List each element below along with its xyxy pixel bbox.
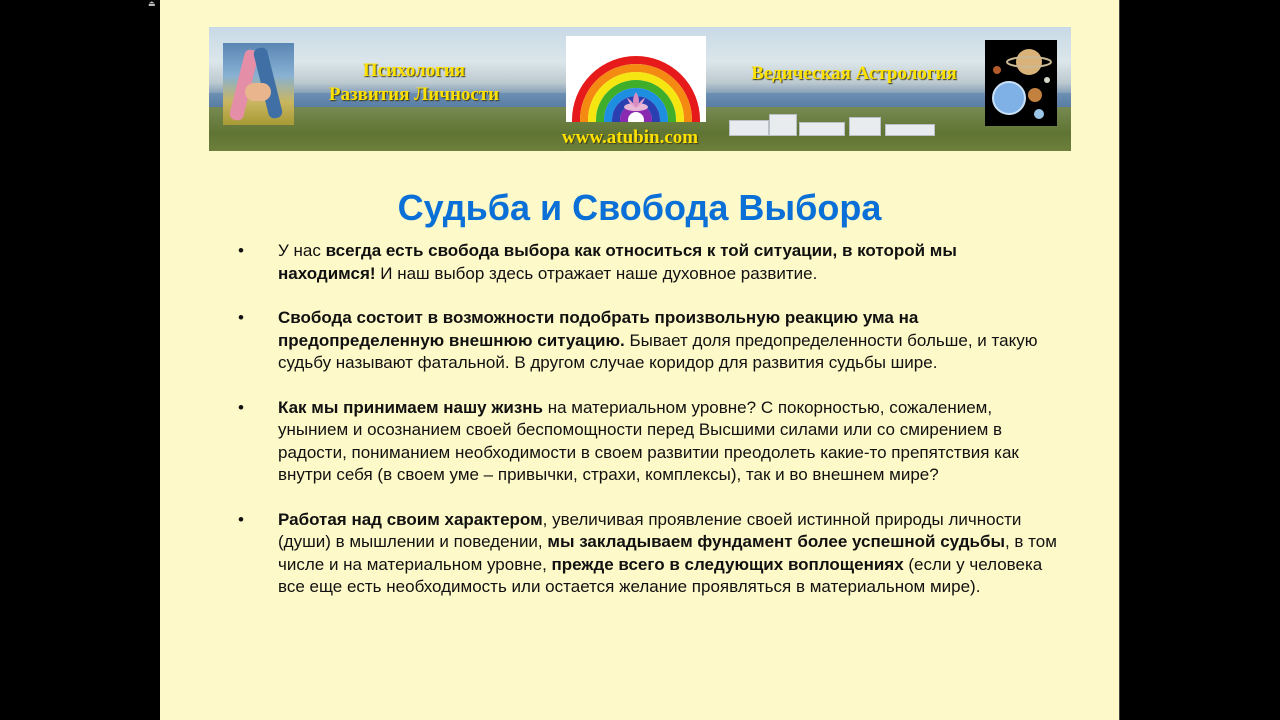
bullet-bold-text: Как мы принимаем нашу жизнь — [278, 397, 543, 417]
bullet-text: И наш выбор здесь отражает наше духовное развитие. — [375, 263, 818, 283]
bullet-text: У нас — [278, 241, 326, 260]
banner-left-line1: Психология — [362, 60, 466, 81]
planets-icon — [985, 40, 1057, 126]
bullet-marker: • — [238, 308, 244, 327]
banner-url[interactable]: www.atubin.com — [561, 127, 699, 148]
rainbow-logo — [566, 36, 706, 122]
eject-icon[interactable]: ⏏ — [148, 0, 156, 8]
bullet-text: (если у человека все еще есть необходимость или остается желание проявляться в материальном мире). — [278, 554, 1043, 596]
presentation-slide — [160, 0, 1119, 720]
bullet-item — [238, 397, 1058, 487]
bullet-text: на материальном уровне? С покорностью, сожалением, унынием и осознанием своей беспомощности перед Высшими силами или со смирением в радости, пониманием необходимости в своем развитии преодолеть какие-то препятствия как внутри себя (в своем уме – привычки, страхи, комплексы), так и во внешнем мире? — [278, 397, 1019, 484]
slide-title: Судьба и Свобода Выбора — [397, 187, 882, 228]
bullet-text: Бывает доля предопределенности больше, и такую судьбу называют фатальной. В другом случае коридор для развития судьбы шире. — [278, 330, 1038, 372]
banner-buildings — [729, 112, 959, 136]
bullet-bold-text: Свобода состоит в возможности подобрать произвольную реакцию ума на предопределенную внешнюю ситуацию. — [278, 308, 919, 350]
header-banner — [209, 27, 1071, 151]
bullet-bold-text: всегда есть свобода выбора как относиться к той ситуации, в которой мы находимся! — [278, 241, 957, 283]
banner-left-line2: Развития Личности — [328, 84, 500, 105]
bullet-marker: • — [238, 509, 244, 529]
bullet-text: , в том числе и на материальном уровне, — [278, 532, 1057, 574]
bullet-bold-text: мы закладываем фундамент более успешной судьбы — [547, 532, 1005, 551]
bullet-item — [238, 307, 1058, 375]
banner-psychology-text — [309, 59, 519, 107]
planets-image — [985, 40, 1057, 126]
right-border — [1119, 0, 1120, 720]
bullet-text: , увеличивая проявление своей истинной природы личности (души) в мышлении и поведении, — [278, 509, 1022, 551]
bullet-marker: • — [238, 397, 244, 417]
holding-hands-photo — [223, 43, 294, 125]
bullet-marker: • — [238, 241, 244, 260]
banner-astrology-text: Ведическая Астрология — [751, 63, 957, 84]
bullet-item — [238, 509, 1058, 599]
lotus-icon — [623, 90, 649, 112]
bullet-item — [238, 240, 1058, 285]
bullet-bold-text: прежде всего в следующих воплощениях — [551, 554, 904, 574]
bullet-bold-text: Работая над своим характером — [278, 509, 543, 529]
bullet-list — [238, 240, 1058, 599]
